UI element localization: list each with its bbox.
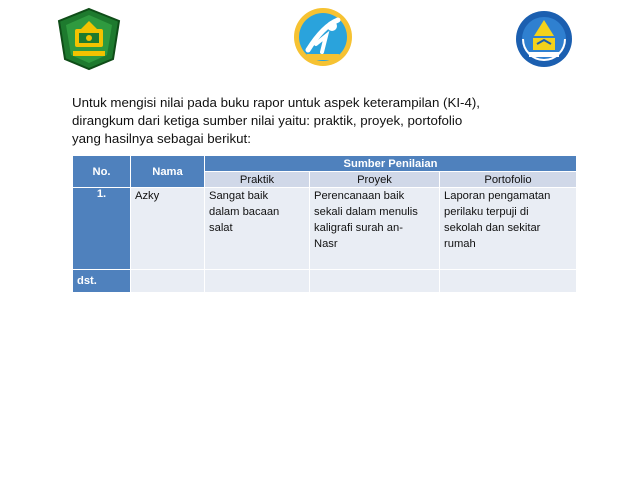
table-row xyxy=(73,270,577,293)
header-no: No. xyxy=(73,156,131,188)
row-dst: dst. xyxy=(73,270,131,293)
empty-cell xyxy=(310,270,440,293)
header-sumber-penilaian: Sumber Penilaian xyxy=(205,156,577,172)
intro-text xyxy=(72,94,592,148)
empty-cell xyxy=(131,270,205,293)
portofolio-line: sekolah dan sekitar xyxy=(444,222,541,234)
row-no: 1. xyxy=(73,188,131,270)
kemenag-logo xyxy=(55,7,123,71)
subheader-praktik: Praktik xyxy=(205,172,310,188)
subheader-portofolio: Portofolio xyxy=(440,172,577,188)
praktik-line: Sangat baik xyxy=(209,190,269,202)
portofolio-line: perilaku terpuji di xyxy=(444,206,529,218)
empty-cell xyxy=(440,270,577,293)
proyek-line: Perencanaan baik xyxy=(314,190,405,202)
proyek-line: sekali dalam menulis xyxy=(314,206,418,218)
praktik-line: salat xyxy=(209,222,233,234)
intro-line-1: Untuk mengisi nilai pada buku rapor untuk aspek keterampilan (KI-4), xyxy=(72,95,480,110)
subheader-proyek: Proyek xyxy=(310,172,440,188)
proyek-line: Nasr xyxy=(314,238,338,250)
row-nama: Azky xyxy=(131,188,205,270)
row-portofolio xyxy=(440,188,577,270)
portofolio-line: Laporan pengamatan xyxy=(444,190,551,202)
proyek-line: kaligrafi surah an- xyxy=(314,222,403,234)
header-nama: Nama xyxy=(131,156,205,188)
row-praktik xyxy=(205,188,310,270)
praktik-line: dalam bacaan xyxy=(209,206,280,218)
intro-line-2: dirangkum dari ketiga sumber nilai yaitu: praktik, proyek, portofolio xyxy=(72,113,463,128)
kemdikbud-logo xyxy=(515,10,573,68)
empty-cell xyxy=(205,270,310,293)
intro-line-3: yang hasilnya sebagai berikut: xyxy=(72,131,251,146)
ramah-anak-logo xyxy=(292,6,354,68)
table-row xyxy=(73,188,577,270)
portofolio-line: rumah xyxy=(444,238,476,250)
row-proyek xyxy=(310,188,440,270)
assessment-table xyxy=(72,155,577,293)
